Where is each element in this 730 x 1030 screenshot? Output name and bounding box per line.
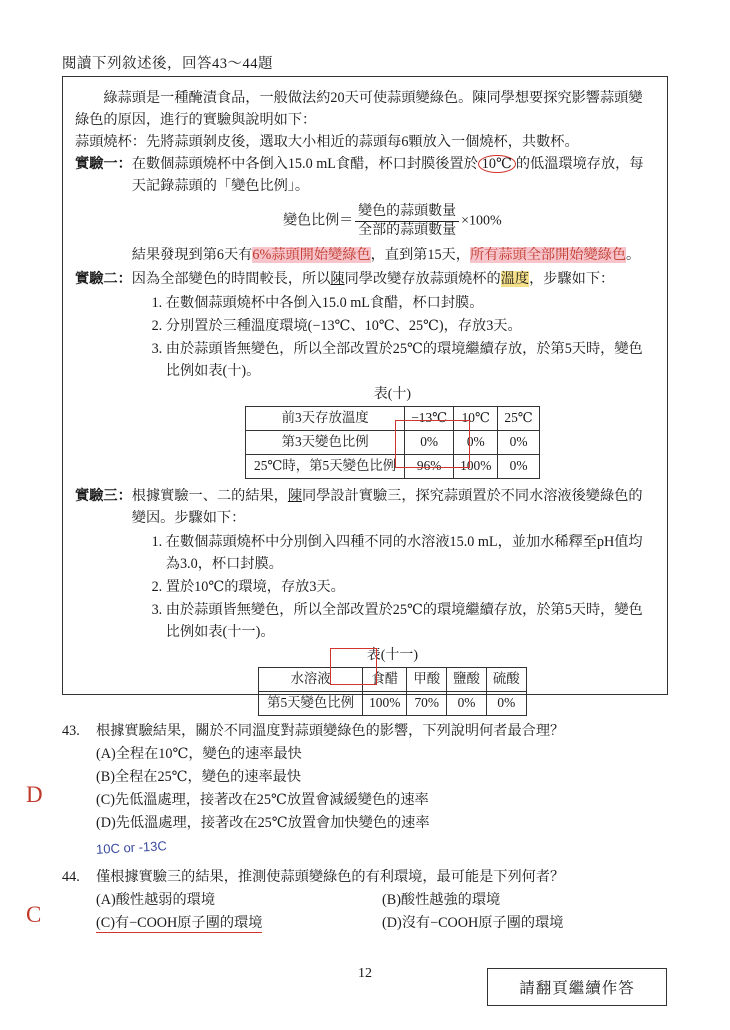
formula-label: 變色比例＝: [283, 213, 354, 229]
color-change-ratio-formula: [132, 203, 653, 240]
handwritten-answer-43: D: [26, 782, 43, 807]
question-43-option[interactable]: (D)先低溫處理，接著改在25℃放置會加快變色的速率: [96, 815, 430, 831]
table-row: [246, 431, 540, 455]
result-end: 。: [626, 246, 641, 263]
table-cell: 0%: [454, 431, 498, 455]
table-cell: 第5天變色比例: [259, 692, 363, 716]
experiment-3-step: 3. 由於蒜頭皆無變色，所以全部改置於25℃的環境繼續存放，於第5天時，變色比例如表(十一)。: [166, 599, 653, 643]
question-43: [62, 720, 668, 835]
table-cell: 0%: [447, 692, 487, 716]
question-44-options-row-2: [96, 912, 668, 935]
result-middle: ，直到第15天，: [370, 246, 470, 263]
experiment-3-text-b: 同學設計實驗三，探究蒜頭置於不同水溶液後變綠色的變因。步驟如下：: [131, 487, 643, 526]
formula-tail: ×100%: [461, 213, 502, 229]
table-cell: 0%: [486, 692, 526, 716]
table-cell: 前3天存放溫度: [246, 407, 405, 431]
experiment-1: [75, 153, 653, 266]
experiment-2-highlight: 溫度: [500, 270, 530, 287]
experiment-3-step: 1. 在數個蒜頭燒杯中分別倒入四種不同的水溶液15.0 mL，並加水稀釋至pH值均為3.0，杯口封膜。: [166, 531, 653, 575]
question-44-number: 44.: [62, 869, 80, 885]
table-11: [258, 667, 527, 716]
table-row: [259, 668, 527, 692]
question-44-option[interactable]: (D)沒有−COOH原子團的環境: [382, 915, 564, 931]
question-44-option[interactable]: (A)酸性越弱的環境: [96, 892, 216, 908]
continue-notice: 請翻頁繼續作答: [487, 968, 667, 1006]
table-cell: 25℃: [498, 407, 539, 431]
table-cell: −13℃: [405, 407, 454, 431]
passage-paragraph-1: 綠蒜頭是一種醃漬食品，一般做法約20天可使蒜頭變綠色。陳同學想要探究影響蒜頭變綠色的原因，進行的實驗與說明如下：: [75, 90, 643, 128]
table-cell: 第3天變色比例: [246, 431, 405, 455]
table-cell: 10℃: [454, 407, 498, 431]
question-44-option[interactable]: (B)酸性越強的環境: [382, 892, 501, 908]
formula-fraction: [355, 203, 459, 240]
result-prefix: 結果發現到第6天有: [131, 246, 253, 263]
experiment-1-body: [132, 153, 653, 266]
experiment-3-text-a: 根據實驗一、二的結果，: [131, 487, 288, 504]
question-44-options-row-1: [96, 889, 668, 912]
experiment-3-step: 2. 置於10℃的環境，存放3天。: [166, 576, 653, 598]
experiment-1-result: [132, 244, 653, 266]
result-highlight-2: 所有蒜頭全部開始變綠色: [469, 246, 627, 263]
table-cell: 甲酸: [407, 668, 447, 692]
question-43-option[interactable]: (A)全程在10℃，變色的速率最快: [96, 746, 302, 762]
question-43-body: [96, 720, 668, 835]
experiment-3: [75, 485, 653, 718]
circled-temperature-10c: 10℃: [478, 155, 516, 173]
passage-box: [62, 76, 668, 711]
experiment-1-text-a: 在數個蒜頭燒杯中各倒入15.0 mL食醋，杯口封膜後置於: [131, 156, 478, 172]
table-row: [259, 692, 527, 716]
table-cell: 水溶液: [259, 668, 363, 692]
question-43-option[interactable]: (C)先低溫處理，接著改在25℃放置會減緩變色的速率: [96, 792, 429, 808]
table-row: [246, 407, 540, 431]
question-44-body: [96, 866, 668, 935]
table-cell: 硫酸: [486, 668, 526, 692]
table-11-caption: 表(十一): [366, 647, 419, 663]
experiment-3-tag: 實驗三：: [75, 487, 132, 504]
experiment-2-step: 2. 分別置於三種溫度環境(−13℃、10℃、25℃)，存放3天。: [166, 315, 653, 337]
table-cell: 70%: [407, 692, 447, 716]
experiment-2-step: 3. 由於蒜頭皆無變色，所以全部改置於25℃的環境繼續存放，於第5天時，變色比例如表(十)。: [166, 338, 653, 382]
experiment-1-tag: 實驗一：: [75, 156, 132, 172]
experiment-3-student-name: 陳: [287, 487, 303, 504]
formula-denominator: 全部的蒜頭數量: [358, 222, 457, 238]
table-cell: 100%: [454, 454, 498, 478]
table-cell: 0%: [498, 431, 539, 455]
table-cell: 食醋: [363, 668, 407, 692]
table-10-caption: 表(十): [373, 386, 412, 402]
question-44-stem: 僅根據實驗三的結果，推測使蒜頭變綠色的有利環境，最可能是下列何者？: [96, 869, 565, 885]
experiment-2-text-c: ，步驟如下：: [529, 270, 615, 287]
experiment-2-text-b: 同學改變存放蒜頭燒杯的: [344, 270, 501, 287]
handwritten-note-43: 10C or -13C: [95, 838, 168, 857]
passage-paragraph-2: 蒜頭燒杯：先將蒜頭剝皮後，選取大小相近的蒜頭每6顆放入一個燒杯，共數杯。: [75, 134, 579, 150]
experiment-2: [75, 268, 653, 481]
experiment-2-step: 1. 在數個蒜頭燒杯中各倒入15.0 mL食醋，杯口封膜。: [166, 292, 653, 314]
table-cell: 100%: [363, 692, 407, 716]
experiment-2-body: [132, 268, 653, 481]
experiment-2-steps: [132, 292, 653, 382]
question-43-number: 43.: [62, 723, 80, 739]
question-43-stem: 根據實驗結果，關於不同溫度對蒜頭變綠色的影響，下列說明何者最合理？: [96, 723, 565, 739]
table-cell: 鹽酸: [447, 668, 487, 692]
handwritten-answer-44: C: [26, 902, 42, 927]
experiment-2-text-a: 因為全部變色的時間較長，所以: [131, 270, 331, 287]
experiment-2-tag: 實驗二：: [75, 270, 132, 287]
table-cell: 0%: [498, 454, 539, 478]
formula-numerator: 變色的蒜頭數量: [355, 203, 459, 222]
result-highlight-1: 6%蒜頭開始變綠色: [252, 246, 371, 263]
question-44: [62, 866, 668, 935]
intro-line: 閱讀下列敘述後，回答43～44題: [62, 56, 273, 72]
experiment-3-steps: [132, 531, 653, 643]
table-cell: 0%: [405, 431, 454, 455]
table-cell: 96%: [405, 454, 454, 478]
table-row: [246, 454, 540, 478]
question-44-option[interactable]: [96, 912, 382, 935]
question-44-option-c-text: (C)有−COOH原子團的環境: [96, 915, 263, 931]
page-number: 12: [358, 966, 372, 981]
experiment-2-student-name: 陳: [330, 270, 345, 287]
experiment-3-body: [132, 485, 653, 718]
table-10: [245, 406, 540, 478]
question-43-option[interactable]: (B)全程在25℃，變色的速率最快: [96, 769, 302, 785]
experiment-1-text-b: 的低溫環境存放，每天記錄蒜頭的「變色比例」。: [131, 156, 644, 194]
table-cell: 25℃時，第5天變色比例: [246, 454, 405, 478]
